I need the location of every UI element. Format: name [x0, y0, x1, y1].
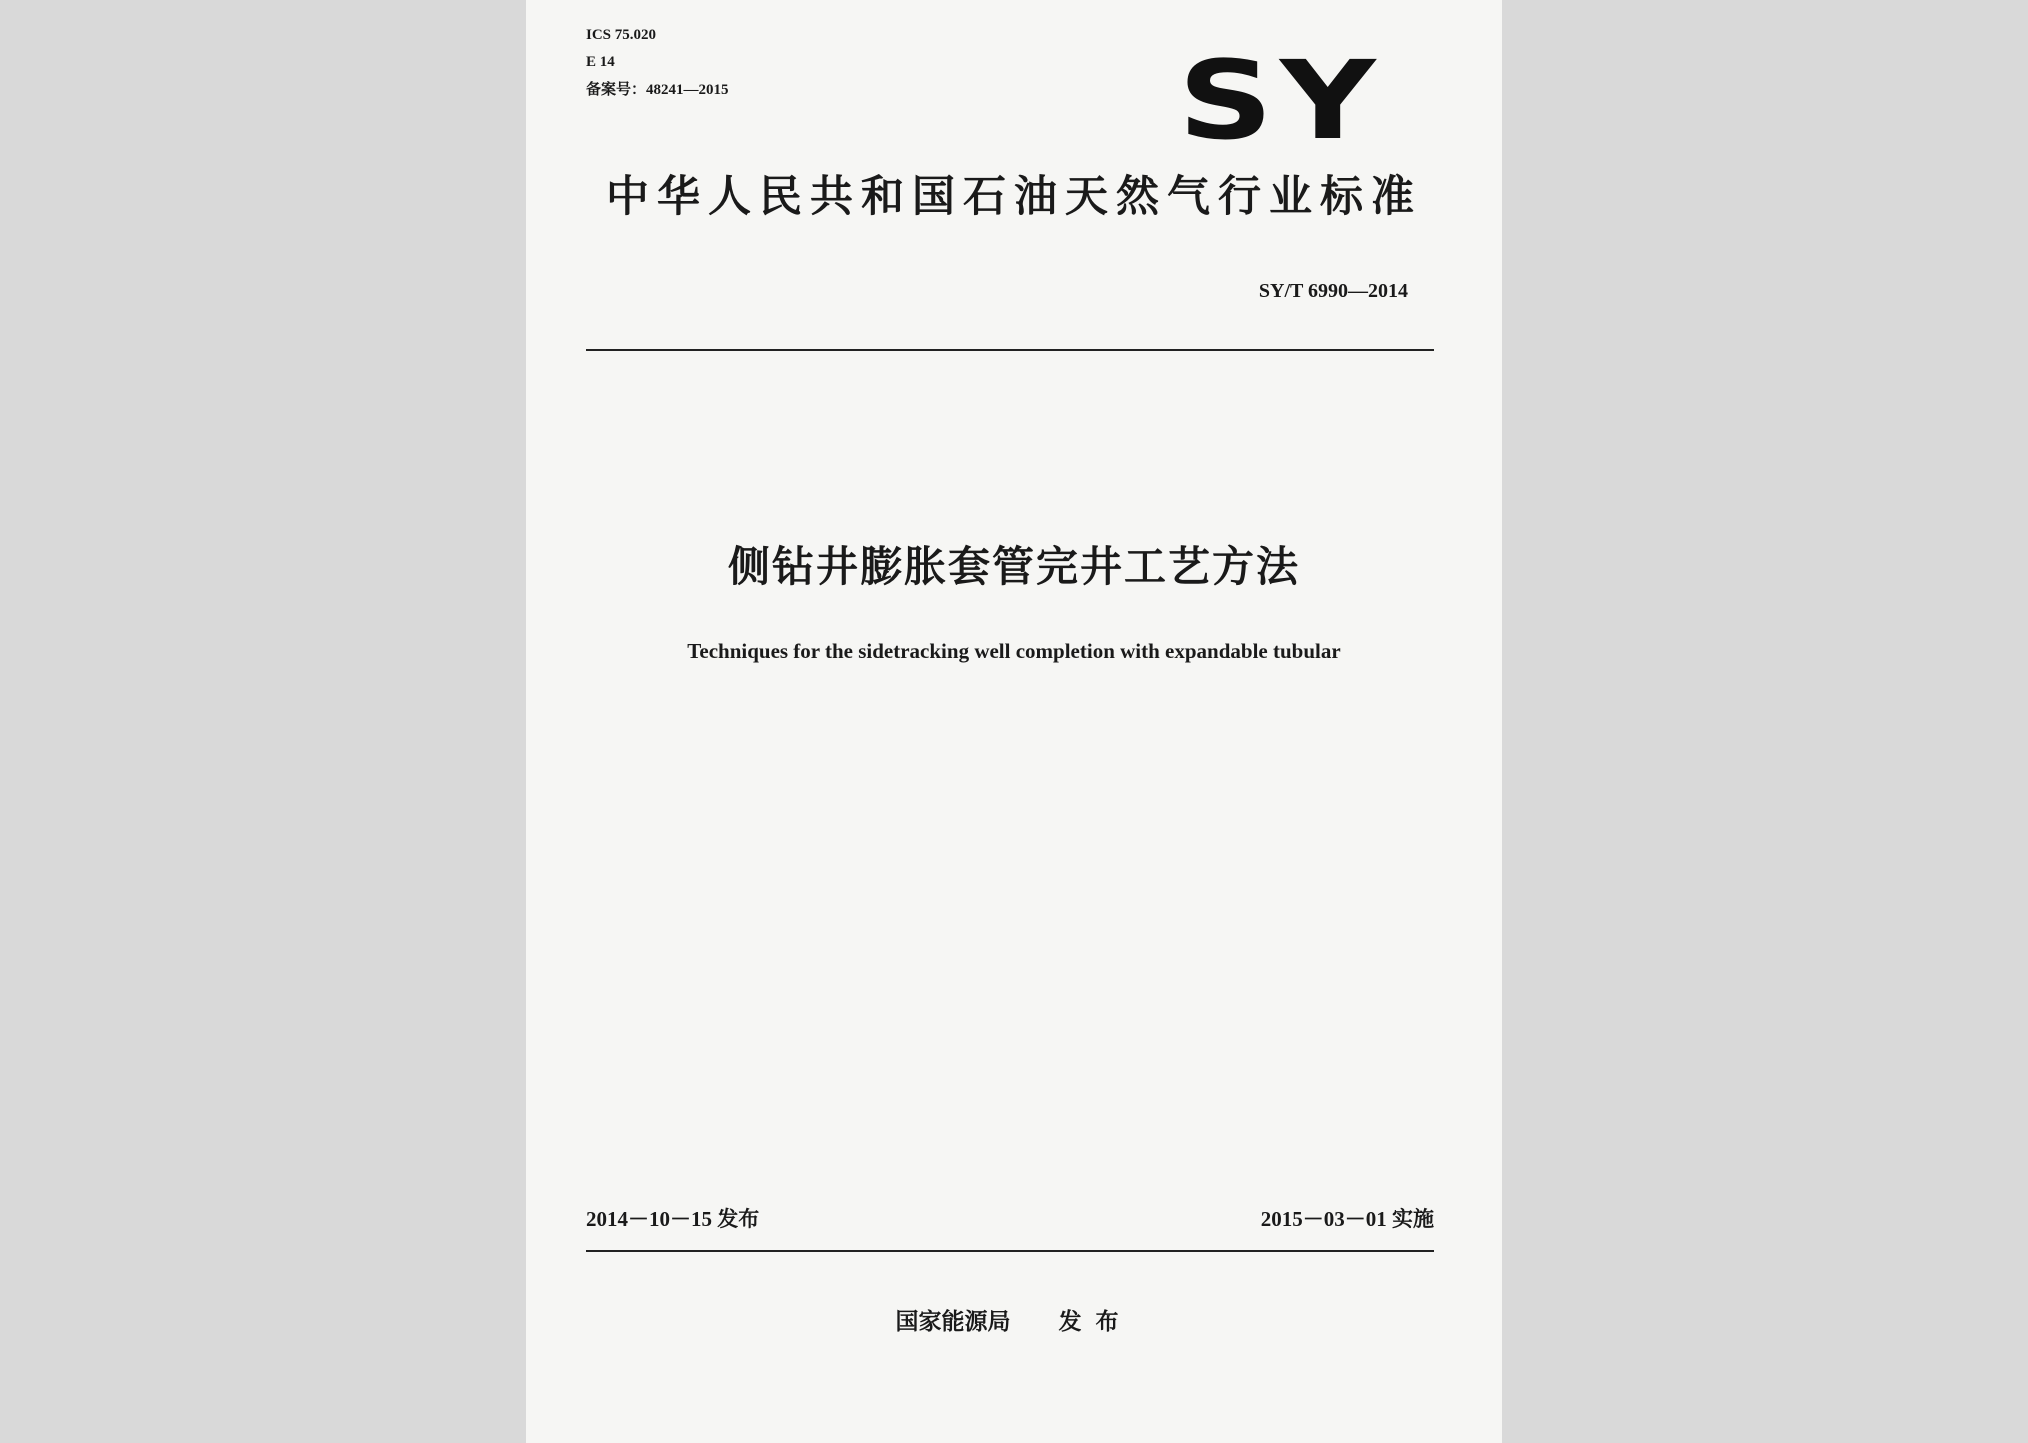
bottom-rule	[586, 1250, 1434, 1252]
issue-date: 2014－10－15 发布	[586, 1207, 760, 1231]
filing-number: 备案号：48241—2015	[586, 82, 729, 98]
standard-authority: 中华人民共和国石油天然气行业标准	[606, 172, 1422, 222]
document-page	[526, 0, 1502, 1443]
standard-number: SY/T 6990—2014	[1258, 280, 1408, 302]
ics-code: ICS 75.020	[586, 27, 657, 43]
effective-date: 2015－03－01 实施	[1260, 1207, 1434, 1231]
top-rule	[586, 349, 1434, 351]
title-english: Techniques for the sidetracking well completion with expandable tubular	[687, 639, 1341, 663]
publisher-action: 发布	[1058, 1309, 1133, 1335]
classification-code: E 14	[586, 54, 615, 70]
sy-logo: SY	[1178, 36, 1383, 164]
publisher-line	[526, 1311, 1502, 1334]
title-chinese: 侧钻井膨胀套管完井工艺方法	[727, 542, 1300, 591]
publisher-name: 国家能源局	[895, 1309, 1011, 1335]
